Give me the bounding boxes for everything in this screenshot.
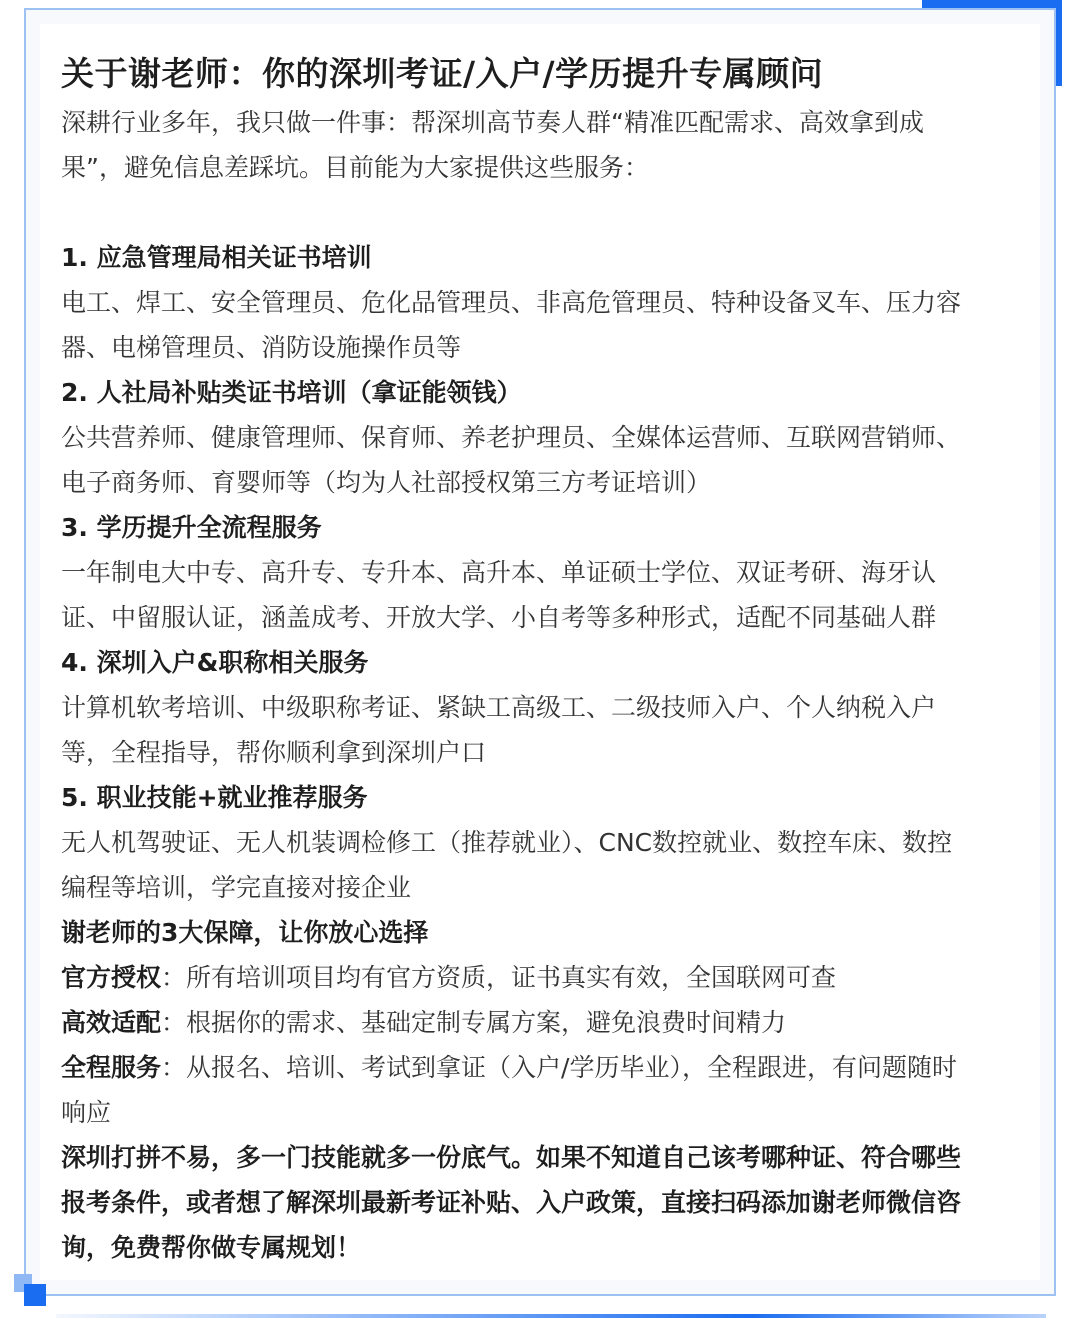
- section-text: 计算机软考培训、中级职称考证、紧缺工高级工、二级技师入户、个人纳税入户: [61, 693, 937, 722]
- section-heading: 3. 学历提升全流程服务: [61, 513, 322, 542]
- guarantee-label: 全程服务: [61, 1053, 162, 1082]
- guarantee-text: ：从报名、培训、考试到拿证（入户/学历毕业），全程跟进，有问题随时: [161, 1053, 957, 1082]
- guarantee-text-continued: 响应: [61, 1098, 112, 1127]
- guarantee-heading: 谢老师的3大保障，让你放心选择: [61, 918, 429, 947]
- guarantee-label: 官方授权: [61, 963, 162, 992]
- section-text: 电工、焊工、安全管理员、危化品管理员、非高危管理员、特种设备叉车、压力容: [61, 288, 962, 317]
- closing-line: 报考条件，或者想了解深圳最新考证补贴、入户政策，直接扫码添加谢老师微信咨: [61, 1188, 962, 1217]
- bottom-accent-line: [56, 1314, 1046, 1318]
- section-heading: 5. 职业技能+就业推荐服务: [61, 783, 368, 812]
- guarantee-item: [61, 1045, 1031, 1090]
- section-heading: 1. 应急管理局相关证书培训: [61, 243, 372, 272]
- section-text: 编程等培训，学完直接对接企业: [61, 873, 412, 902]
- section-text: 无人机驾驶证、无人机装调检修工（推荐就业）、CNC数控就业、数控车床、数控: [61, 828, 953, 857]
- section-text: 证、中留服认证，涵盖成考、开放大学、小自考等多种形式，适配不同基础人群: [61, 603, 937, 632]
- intro-line: 果”，避免信息差踩坑。目前能为大家提供这些服务：: [61, 153, 649, 182]
- closing-line: 深圳打拼不易，多一门技能就多一份底气。如果不知道自己该考哪种证、符合哪些: [61, 1143, 962, 1172]
- guarantee-item: [61, 955, 1031, 1000]
- section-text: 器、电梯管理员、消防设施操作员等: [61, 333, 462, 362]
- section-text: 公共营养师、健康管理师、保育师、养老护理员、全媒体运营师、互联网营销师、: [61, 423, 962, 452]
- section-heading: 4. 深圳入户&职称相关服务: [61, 648, 369, 677]
- corner-square: [24, 1284, 46, 1306]
- corner-accent-bar-top: [922, 0, 1062, 8]
- paragraph-spacer: [61, 190, 1031, 235]
- page-title: 关于谢老师：你的深圳考证/入户/学历提升专属顾问: [61, 54, 824, 93]
- intro-line: 深耕行业多年，我只做一件事：帮深圳高节奏人群“精准匹配需求、高效拿到成: [61, 108, 924, 137]
- guarantee-text: ：所有培训项目均有官方资质，证书真实有效，全国联网可查: [161, 963, 837, 992]
- guarantee-text: ：根据你的需求、基础定制专属方案，避免浪费时间精力: [161, 1008, 787, 1037]
- section-text: 一年制电大中专、高升专、专升本、高升本、单证硕士学位、双证考研、海牙认: [61, 558, 937, 587]
- section-text: 等，全程指导，帮你顺利拿到深圳户口: [61, 738, 487, 767]
- article-body: [61, 48, 1031, 1270]
- section-heading: 2. 人社局补贴类证书培训（拿证能领钱）: [61, 378, 522, 407]
- guarantee-item: [61, 1000, 1031, 1045]
- closing-line: 询，免费帮你做专属规划！: [61, 1233, 362, 1262]
- section-text: 电子商务师、育婴师等（均为人社部授权第三方考证培训）: [61, 468, 712, 497]
- guarantee-label: 高效适配: [61, 1008, 162, 1037]
